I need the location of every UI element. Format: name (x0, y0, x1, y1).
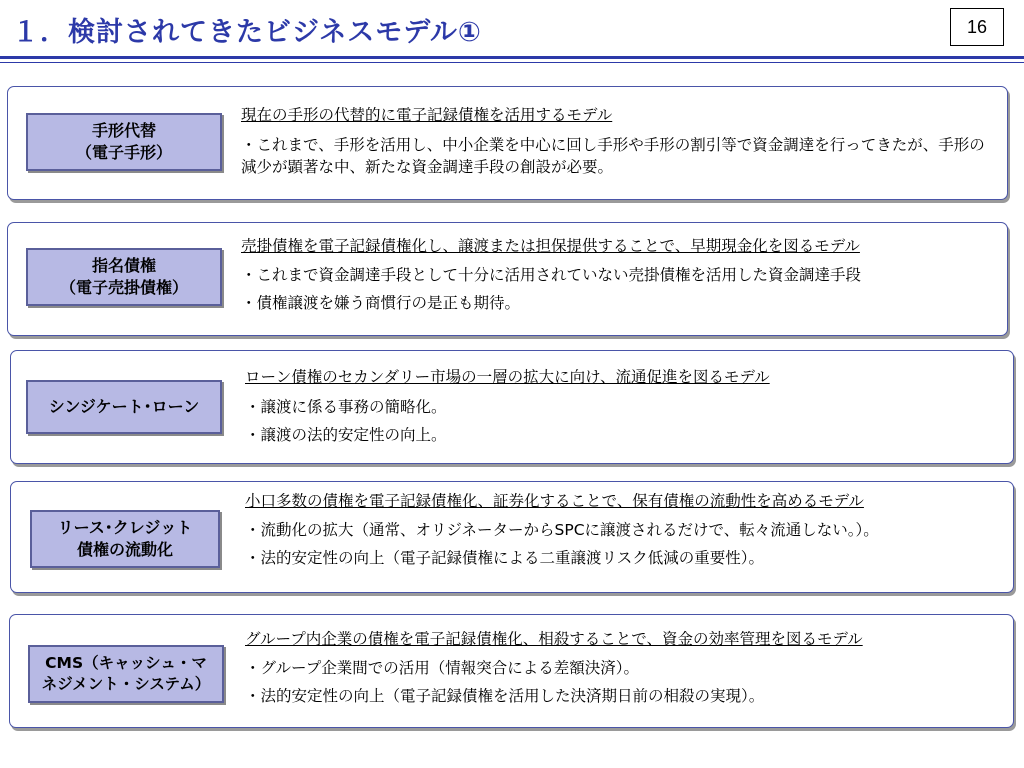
model-heading: グループ内企業の債権を電子記録債権化、相殺することで、資金の効率管理を図るモデル (245, 630, 863, 648)
tag-line: 債権の流動化 (76, 540, 173, 559)
model-bullet: ・流動化の拡大（通常、オリジネーターからSPCに譲渡されるだけで、転々流通しない。）。 (245, 521, 879, 539)
model-bullet: ・法的安定性の向上（電子記録債権を活用した決済期日前の相殺の実現）。 (245, 687, 765, 705)
model-tag-syndicated-loan (26, 380, 222, 434)
model-bullet: ・譲渡に係る事務の簡略化。 (245, 398, 447, 416)
tag-line: CMS（キャッシュ・マ (45, 654, 207, 673)
model-bullet: ・グループ企業間での活用（情報突合による差額決済）。 (245, 659, 640, 677)
model-bullet: ・債権譲渡を嫌う商慣行の是正も期待。 (241, 294, 521, 312)
tag-line: 手形代替 (91, 121, 156, 141)
model-heading: 小口多数の債権を電子記録債権化、証券化することで、保有債権の流動性を高めるモデル (245, 492, 864, 510)
slide-title: １．検討されてきたビジネスモデル① (12, 17, 482, 48)
page-number: 16 (950, 8, 1004, 46)
model-bullet: ・譲渡の法的安定性の向上。 (245, 426, 447, 444)
model-tag-receivables (26, 248, 222, 306)
model-bullet: ・これまで資金調達手段として十分に活用されていない売掛債権を活用した資金調達手段 (241, 266, 862, 284)
tag-line: （電子手形） (75, 143, 172, 162)
model-heading: 売掛債権を電子記録債権化し、譲渡または担保提供することで、早期現金化を図るモデル (241, 237, 860, 255)
title-rule-thin (0, 62, 1024, 63)
tag-line: リース･クレジット (57, 518, 193, 538)
model-bullet: ・法的安定性の向上（電子記録債権による二重譲渡リスク低減の重要性）。 (245, 549, 764, 567)
title-rule-thick (0, 56, 1024, 59)
model-bullet: ・これまで、手形を活用し、中小企業を中心に回し手形や手形の割引等で資金調達を行ってきたが、手形の減少が顕著な中、新たな資金調達手段の創設が必要。 (241, 136, 985, 177)
model-tag-cms (28, 645, 224, 703)
model-heading: 現在の手形の代替的に電子記録債権を活用するモデル (241, 106, 613, 124)
model-tag-promissory-note (26, 113, 222, 171)
model-heading: ローン債権のセカンダリー市場の一層の拡大に向け、流通促進を図るモデル (245, 368, 770, 386)
tag-line: ネジメント・システム） (41, 675, 211, 693)
tag-line: （電子売掛債権） (59, 278, 188, 297)
tag-line: シンジケート･ローン (48, 397, 200, 417)
model-tag-securitization (30, 510, 220, 568)
tag-line: 指名債権 (91, 256, 156, 276)
